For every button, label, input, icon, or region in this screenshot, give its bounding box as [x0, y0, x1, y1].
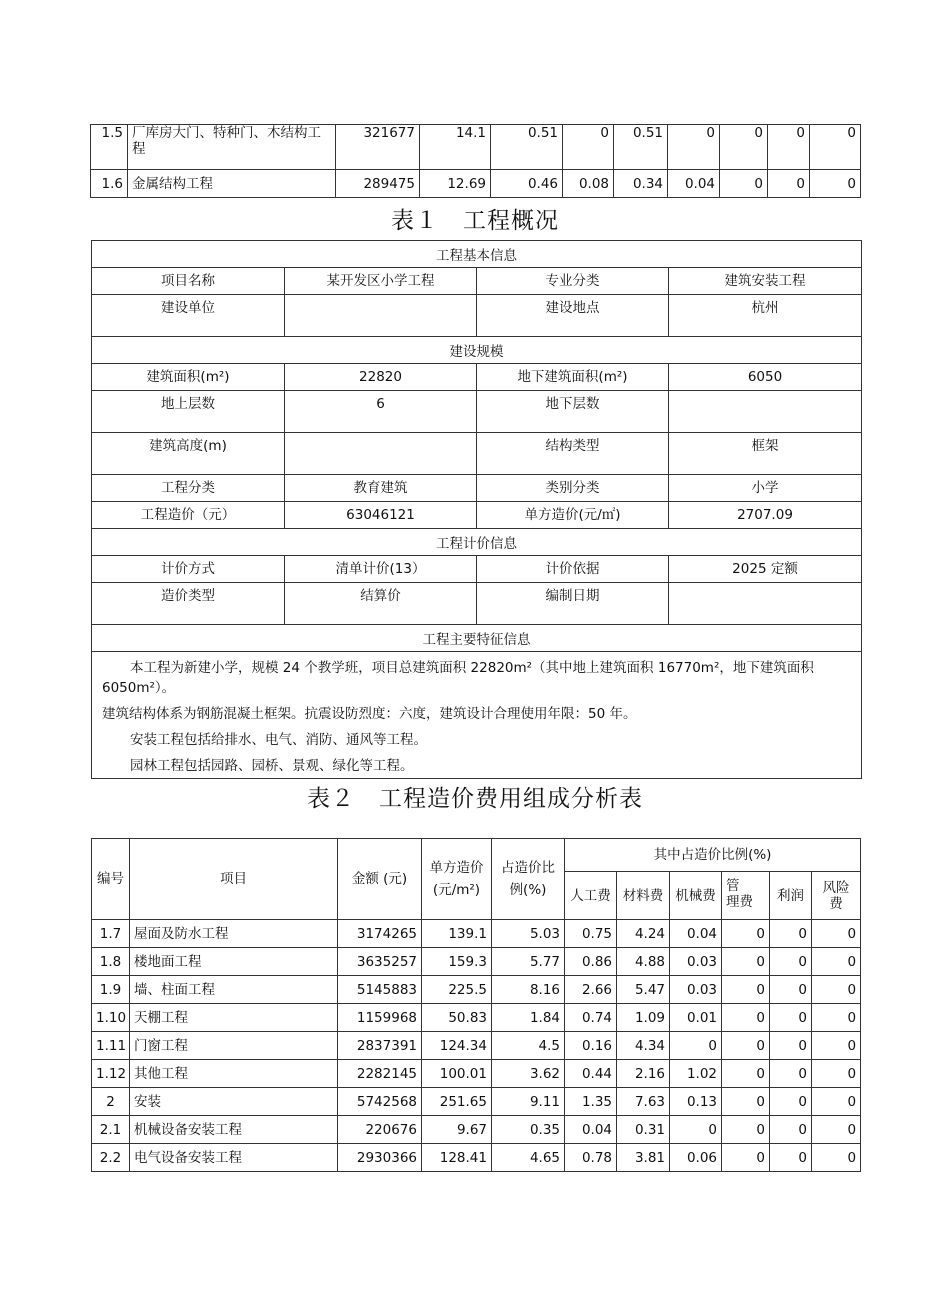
feature-paragraph: 本工程为新建小学，规模 24 个教学班，项目总建筑面积 22820m²（其中地上建筑面积 16770m²，地下建筑面积 6050m²）。	[92, 652, 862, 701]
cell-code: 1.8	[92, 948, 130, 976]
cell-code: 2.1	[92, 1116, 130, 1144]
table-row	[92, 1004, 861, 1032]
cell-profit: 0	[770, 920, 812, 948]
cell-ratio: 3.62	[492, 1060, 565, 1088]
subcategory-value: 小学	[669, 475, 862, 502]
cell-profit: 0	[770, 1144, 812, 1172]
cell-risk: 0	[812, 948, 861, 976]
location-value: 杭州	[669, 295, 862, 337]
cell-profit: 0	[770, 1060, 812, 1088]
cell-unit-cost: 159.3	[422, 948, 492, 976]
cell-item: 其他工程	[130, 1060, 338, 1088]
header-material: 材料费	[617, 872, 670, 920]
cell-material: 2.16	[617, 1060, 670, 1088]
cell-mgmt: 0	[720, 125, 768, 170]
cell-material: 4.24	[617, 920, 670, 948]
table-row	[92, 1032, 861, 1060]
cell-unit-cost: 124.34	[422, 1032, 492, 1060]
feature-paragraph: 园林工程包括园路、园桥、景观、绿化等工程。	[92, 752, 862, 779]
cell-labor: 0.78	[565, 1144, 617, 1172]
cell-material: 0.34	[614, 170, 668, 198]
category-value: 教育建筑	[285, 475, 477, 502]
cell-amount: 5742568	[338, 1088, 422, 1116]
cell-material: 1.09	[617, 1004, 670, 1032]
cell-mgmt: 0	[720, 170, 768, 198]
cell-item: 机械设备安装工程	[130, 1116, 338, 1144]
header-breakdown: 其中占造价比例(%)	[565, 839, 861, 872]
cell-profit: 0	[770, 1088, 812, 1116]
cell-material: 4.88	[617, 948, 670, 976]
cell-material: 3.81	[617, 1144, 670, 1172]
cell-labor: 0	[563, 125, 614, 170]
pricing-basis-label: 计价依据	[477, 556, 669, 583]
cell-risk: 0	[812, 976, 861, 1004]
cell-code: 1.5	[91, 125, 128, 170]
table-row	[92, 948, 861, 976]
height-value	[285, 433, 477, 475]
cell-item: 电气设备安装工程	[130, 1144, 338, 1172]
table-row	[92, 920, 861, 948]
header-profit: 利润	[770, 872, 812, 920]
cell-machine: 0	[668, 125, 720, 170]
cell-item: 门窗工程	[130, 1032, 338, 1060]
cell-ratio: 0.46	[491, 170, 563, 198]
cell-mgmt: 0	[722, 1144, 770, 1172]
cell-ratio: 0.51	[491, 125, 563, 170]
compile-date-value	[669, 583, 862, 625]
cell-code: 1.7	[92, 920, 130, 948]
cell-machine: 0	[670, 1116, 722, 1144]
cell-labor: 0.44	[565, 1060, 617, 1088]
cell-ratio: 4.65	[492, 1144, 565, 1172]
area-label: 建筑面积(m²)	[92, 364, 285, 391]
cell-labor: 0.08	[563, 170, 614, 198]
builder-value	[285, 295, 477, 337]
structure-value: 框架	[669, 433, 862, 475]
cell-machine: 0.04	[668, 170, 720, 198]
cell-machine: 0.01	[670, 1004, 722, 1032]
cell-code: 1.11	[92, 1032, 130, 1060]
cell-ratio: 1.84	[492, 1004, 565, 1032]
floors-above-value: 6	[285, 391, 477, 433]
pricing-method-label: 计价方式	[92, 556, 285, 583]
header-risk: 风险费	[812, 872, 861, 920]
cell-risk: 0	[812, 1032, 861, 1060]
cell-amount: 289475	[336, 170, 420, 198]
floors-below-label: 地下层数	[477, 391, 669, 433]
cell-unit-cost: 14.1	[420, 125, 491, 170]
cell-mgmt: 0	[722, 1004, 770, 1032]
cell-mgmt: 0	[722, 1088, 770, 1116]
underground-area-label: 地下建筑面积(m²)	[477, 364, 669, 391]
cell-amount: 1159968	[338, 1004, 422, 1032]
cell-machine: 0.06	[670, 1144, 722, 1172]
cell-labor: 0.74	[565, 1004, 617, 1032]
cell-risk: 0	[810, 170, 861, 198]
table-row	[91, 125, 861, 170]
cell-risk: 0	[812, 1004, 861, 1032]
project-overview-table	[91, 240, 862, 779]
specialty-value: 建筑安装工程	[669, 268, 862, 295]
cell-amount: 5145883	[338, 976, 422, 1004]
project-name-label: 项目名称	[92, 268, 285, 295]
cost-table-continuation	[90, 124, 861, 198]
cost-type-label: 造价类型	[92, 583, 285, 625]
cell-unit-cost: 50.83	[422, 1004, 492, 1032]
cell-material: 0.31	[617, 1116, 670, 1144]
floors-below-value	[669, 391, 862, 433]
cell-material: 5.47	[617, 976, 670, 1004]
section-features: 工程主要特征信息	[92, 625, 862, 652]
cell-amount: 3635257	[338, 948, 422, 976]
feature-paragraph: 建筑结构体系为钢筋混凝土框架。抗震设防烈度：六度，建筑设计合理使用年限：50 年。	[92, 700, 862, 726]
section-scale: 建设规模	[92, 337, 862, 364]
cell-item: 天棚工程	[130, 1004, 338, 1032]
compile-date-label: 编制日期	[477, 583, 669, 625]
floors-above-label: 地上层数	[92, 391, 285, 433]
underground-area-value: 6050	[669, 364, 862, 391]
cost-value: 63046121	[285, 502, 477, 529]
pricing-basis-value: 2025 定额	[669, 556, 862, 583]
table-row	[92, 1088, 861, 1116]
cell-profit: 0	[768, 170, 810, 198]
cell-item: 厂库房大门、特种门、木结构工程	[128, 125, 336, 170]
table1-caption: 表１ 工程概况	[391, 208, 559, 234]
header-unit-cost: 单方造价(元/m²)	[422, 839, 492, 920]
pricing-method-value: 清单计价(13）	[285, 556, 477, 583]
cell-labor: 2.66	[565, 976, 617, 1004]
cell-mgmt: 0	[722, 1032, 770, 1060]
cell-code: 1.12	[92, 1060, 130, 1088]
cell-ratio: 4.5	[492, 1032, 565, 1060]
cell-item: 金属结构工程	[128, 170, 336, 198]
unit-cost-label: 单方造价(元/㎡)	[477, 502, 669, 529]
project-name-value: 某开发区小学工程	[285, 268, 477, 295]
cell-machine: 0.03	[670, 948, 722, 976]
cell-item: 墙、柱面工程	[130, 976, 338, 1004]
cell-ratio: 9.11	[492, 1088, 565, 1116]
cell-code: 1.6	[91, 170, 128, 198]
cell-code: 2	[92, 1088, 130, 1116]
cost-composition-table	[91, 838, 861, 1172]
cell-ratio: 0.35	[492, 1116, 565, 1144]
cell-labor: 1.35	[565, 1088, 617, 1116]
unit-cost-value: 2707.09	[669, 502, 862, 529]
cell-profit: 0	[770, 976, 812, 1004]
cell-code: 1.10	[92, 1004, 130, 1032]
cell-amount: 2282145	[338, 1060, 422, 1088]
header-machine: 机械费	[670, 872, 722, 920]
feature-paragraph: 安装工程包括给排水、电气、消防、通风等工程。	[92, 726, 862, 752]
cell-amount: 2930366	[338, 1144, 422, 1172]
cost-label: 工程造价（元）	[92, 502, 285, 529]
header-mgmt: 管 理费	[722, 872, 770, 920]
cell-machine: 0	[670, 1032, 722, 1060]
cell-machine: 0.13	[670, 1088, 722, 1116]
cell-material: 0.51	[614, 125, 668, 170]
cell-profit: 0	[770, 1004, 812, 1032]
cell-profit: 0	[770, 1032, 812, 1060]
cell-risk: 0	[812, 1144, 861, 1172]
cell-unit-cost: 9.67	[422, 1116, 492, 1144]
cost-type-value: 结算价	[285, 583, 477, 625]
cell-code: 1.9	[92, 976, 130, 1004]
cell-material: 4.34	[617, 1032, 670, 1060]
cell-unit-cost: 12.69	[420, 170, 491, 198]
location-label: 建设地点	[477, 295, 669, 337]
cell-mgmt: 0	[722, 920, 770, 948]
cell-profit: 0	[768, 125, 810, 170]
header-ratio: 占造价比例(%)	[492, 839, 565, 920]
cell-risk: 0	[812, 1060, 861, 1088]
section-pricing: 工程计价信息	[92, 529, 862, 556]
cell-risk: 0	[812, 1116, 861, 1144]
structure-label: 结构类型	[477, 433, 669, 475]
section-basic-info: 工程基本信息	[92, 241, 862, 268]
cell-labor: 0.86	[565, 948, 617, 976]
table-row	[92, 976, 861, 1004]
cell-item: 楼地面工程	[130, 948, 338, 976]
cell-risk: 0	[810, 125, 861, 170]
cell-machine: 0.04	[670, 920, 722, 948]
cell-code: 2.2	[92, 1144, 130, 1172]
area-value: 22820	[285, 364, 477, 391]
table-row	[92, 1144, 861, 1172]
table-row	[92, 1116, 861, 1144]
cell-machine: 0.03	[670, 976, 722, 1004]
table-row	[91, 170, 861, 198]
subcategory-label: 类别分类	[477, 475, 669, 502]
cell-profit: 0	[770, 948, 812, 976]
cell-risk: 0	[812, 920, 861, 948]
cell-risk: 0	[812, 1088, 861, 1116]
cell-unit-cost: 139.1	[422, 920, 492, 948]
cell-amount: 2837391	[338, 1032, 422, 1060]
builder-label: 建设单位	[92, 295, 285, 337]
cell-item: 安装	[130, 1088, 338, 1116]
cell-ratio: 8.16	[492, 976, 565, 1004]
cell-unit-cost: 128.41	[422, 1144, 492, 1172]
cell-unit-cost: 225.5	[422, 976, 492, 1004]
cell-mgmt: 0	[722, 976, 770, 1004]
cell-item: 屋面及防水工程	[130, 920, 338, 948]
cell-unit-cost: 100.01	[422, 1060, 492, 1088]
cell-amount: 3174265	[338, 920, 422, 948]
cell-mgmt: 0	[722, 948, 770, 976]
cell-material: 7.63	[617, 1088, 670, 1116]
cell-mgmt: 0	[722, 1060, 770, 1088]
category-label: 工程分类	[92, 475, 285, 502]
cell-labor: 0.16	[565, 1032, 617, 1060]
cell-labor: 0.04	[565, 1116, 617, 1144]
cell-profit: 0	[770, 1116, 812, 1144]
header-item: 项目	[130, 839, 338, 920]
cell-amount: 220676	[338, 1116, 422, 1144]
cell-labor: 0.75	[565, 920, 617, 948]
specialty-label: 专业分类	[477, 268, 669, 295]
header-labor: 人工费	[565, 872, 617, 920]
table2-caption: 表２ 工程造价费用组成分析表	[307, 786, 643, 812]
cell-ratio: 5.03	[492, 920, 565, 948]
header-amount: 金额 (元)	[338, 839, 422, 920]
cell-mgmt: 0	[722, 1116, 770, 1144]
cell-machine: 1.02	[670, 1060, 722, 1088]
table-row	[92, 1060, 861, 1088]
header-code: 编号	[92, 839, 130, 920]
cell-unit-cost: 251.65	[422, 1088, 492, 1116]
cell-ratio: 5.77	[492, 948, 565, 976]
height-label: 建筑高度(m)	[92, 433, 285, 475]
cell-amount: 321677	[336, 125, 420, 170]
